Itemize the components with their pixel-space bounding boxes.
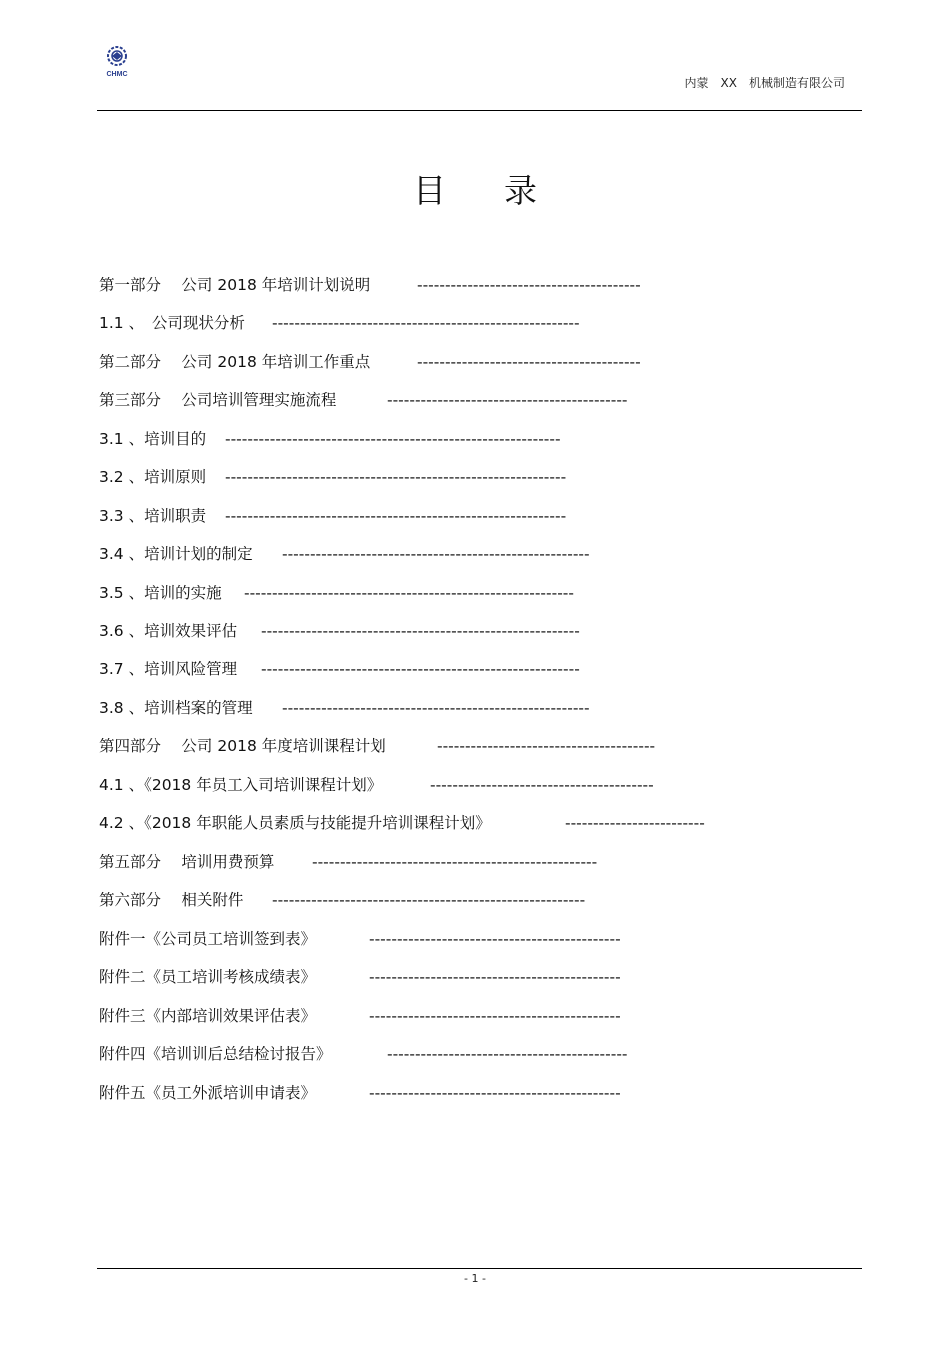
toc-leader: ----------------------------------------------------------- [244,584,574,602]
toc-entry-label: 附件五《员工外派培训申请表》 [99,1084,317,1102]
toc-entry[interactable] [99,621,580,641]
toc-entry-label: 附件一《公司员工培训签到表》 [99,930,317,948]
page-number: - 1 - [464,1272,486,1285]
toc-entry-label: 附件二《员工培训考核成绩表》 [99,968,317,986]
toc-entry-label: 3.5 、培训的实施 [99,584,222,602]
toc-leader: ---------------------------------------- [430,776,654,794]
toc-entry[interactable] [99,659,580,679]
toc-leader: ------------------------------------------- [387,1045,628,1063]
toc-entry[interactable] [99,583,574,603]
toc-entry-label: 3.3 、培训职责 [99,507,207,525]
toc-entry[interactable] [99,1006,621,1026]
toc-entry[interactable] [99,775,654,795]
toc-leader: ------------------------- [565,814,705,832]
toc-entry-label: 4.1 、《2018 年员工入司培训课程计划》 [99,776,383,794]
toc-entry[interactable] [99,275,641,295]
company-name: 内蒙 XX 机械制造有限公司 [684,76,845,90]
toc-entry[interactable] [99,1083,621,1103]
footer-divider [97,1268,862,1269]
toc-leader: ---------------------------------------- [417,276,641,294]
toc-leader: --------------------------------------------------------- [261,660,580,678]
toc-entry[interactable] [99,929,621,949]
toc-entry-label: 第一部分 公司 2018 年培训计划说明 [99,276,371,294]
toc-leader: ------------------------------------------------------------- [225,507,567,525]
toc-entry-label: 第四部分 公司 2018 年度培训课程计划 [99,737,386,755]
toc-leader: --------------------------------------------- [369,968,621,986]
toc-entry[interactable] [99,967,621,987]
toc-entry-label: 附件四《培训训后总结检讨报告》 [99,1045,332,1063]
toc-entry-label: 第六部分 相关附件 [99,891,244,909]
toc-leader: --------------------------------------- [437,737,656,755]
toc-entry[interactable] [99,890,586,910]
toc-entry[interactable] [99,467,567,487]
toc-entry[interactable] [99,429,561,449]
toc-entry-label: 3.4 、培训计划的制定 [99,545,253,563]
toc-leader: ------------------------------------------------------------- [225,468,567,486]
toc-entry[interactable] [99,390,628,410]
toc-entry-label: 第五部分 培训用费预算 [99,853,275,871]
header-divider [97,110,862,111]
toc-entry-label: 3.7 、培训风险管理 [99,660,238,678]
toc-entry[interactable] [99,352,641,372]
toc-leader: ------------------------------------------- [387,391,628,409]
toc-entry-label: 3.1 、培训目的 [99,430,207,448]
page-title: 目录 [413,171,595,210]
toc-leader: --------------------------------------------------------- [261,622,580,640]
toc-entry-label: 3.8 、培训档案的管理 [99,699,253,717]
toc-leader: --------------------------------------------------- [312,853,598,871]
toc-leader: ------------------------------------------------------- [282,545,590,563]
toc-entry[interactable] [99,1044,628,1064]
toc-entry[interactable] [99,852,598,872]
toc-leader: --------------------------------------------- [369,1007,621,1025]
company-logo [100,44,134,86]
toc-entry[interactable] [99,313,580,333]
toc-leader: ------------------------------------------------------------ [225,430,561,448]
toc-entry[interactable] [99,698,590,718]
toc-entry-label: 4.2 、《2018 年职能人员素质与技能提升培训课程计划》 [99,814,491,832]
toc-entry[interactable] [99,544,590,564]
toc-entry-label: 第三部分 公司培训管理实施流程 [99,391,337,409]
logo-text: CHMC [106,71,128,78]
toc-entry-label: 3.6 、培训效果评估 [99,622,238,640]
toc-leader: ------------------------------------------------------- [282,699,590,717]
toc-entry[interactable] [99,736,656,756]
toc-leader: --------------------------------------------- [369,930,621,948]
logo-emblem-icon [100,44,134,70]
toc-leader: ---------------------------------------- [417,353,641,371]
toc-entry[interactable] [99,506,567,526]
toc-entry-label: 第二部分 公司 2018 年培训工作重点 [99,353,371,371]
toc-leader: --------------------------------------------- [369,1084,621,1102]
toc-entry-label: 1.1 、 公司现状分析 [99,314,245,332]
toc-leader: -------------------------------------------------------- [272,891,586,909]
toc-leader: ------------------------------------------------------- [272,314,580,332]
toc-entry-label: 附件三《内部培训效果评估表》 [99,1007,317,1025]
toc-entry[interactable] [99,813,705,833]
toc-entry-label: 3.2 、培训原则 [99,468,207,486]
